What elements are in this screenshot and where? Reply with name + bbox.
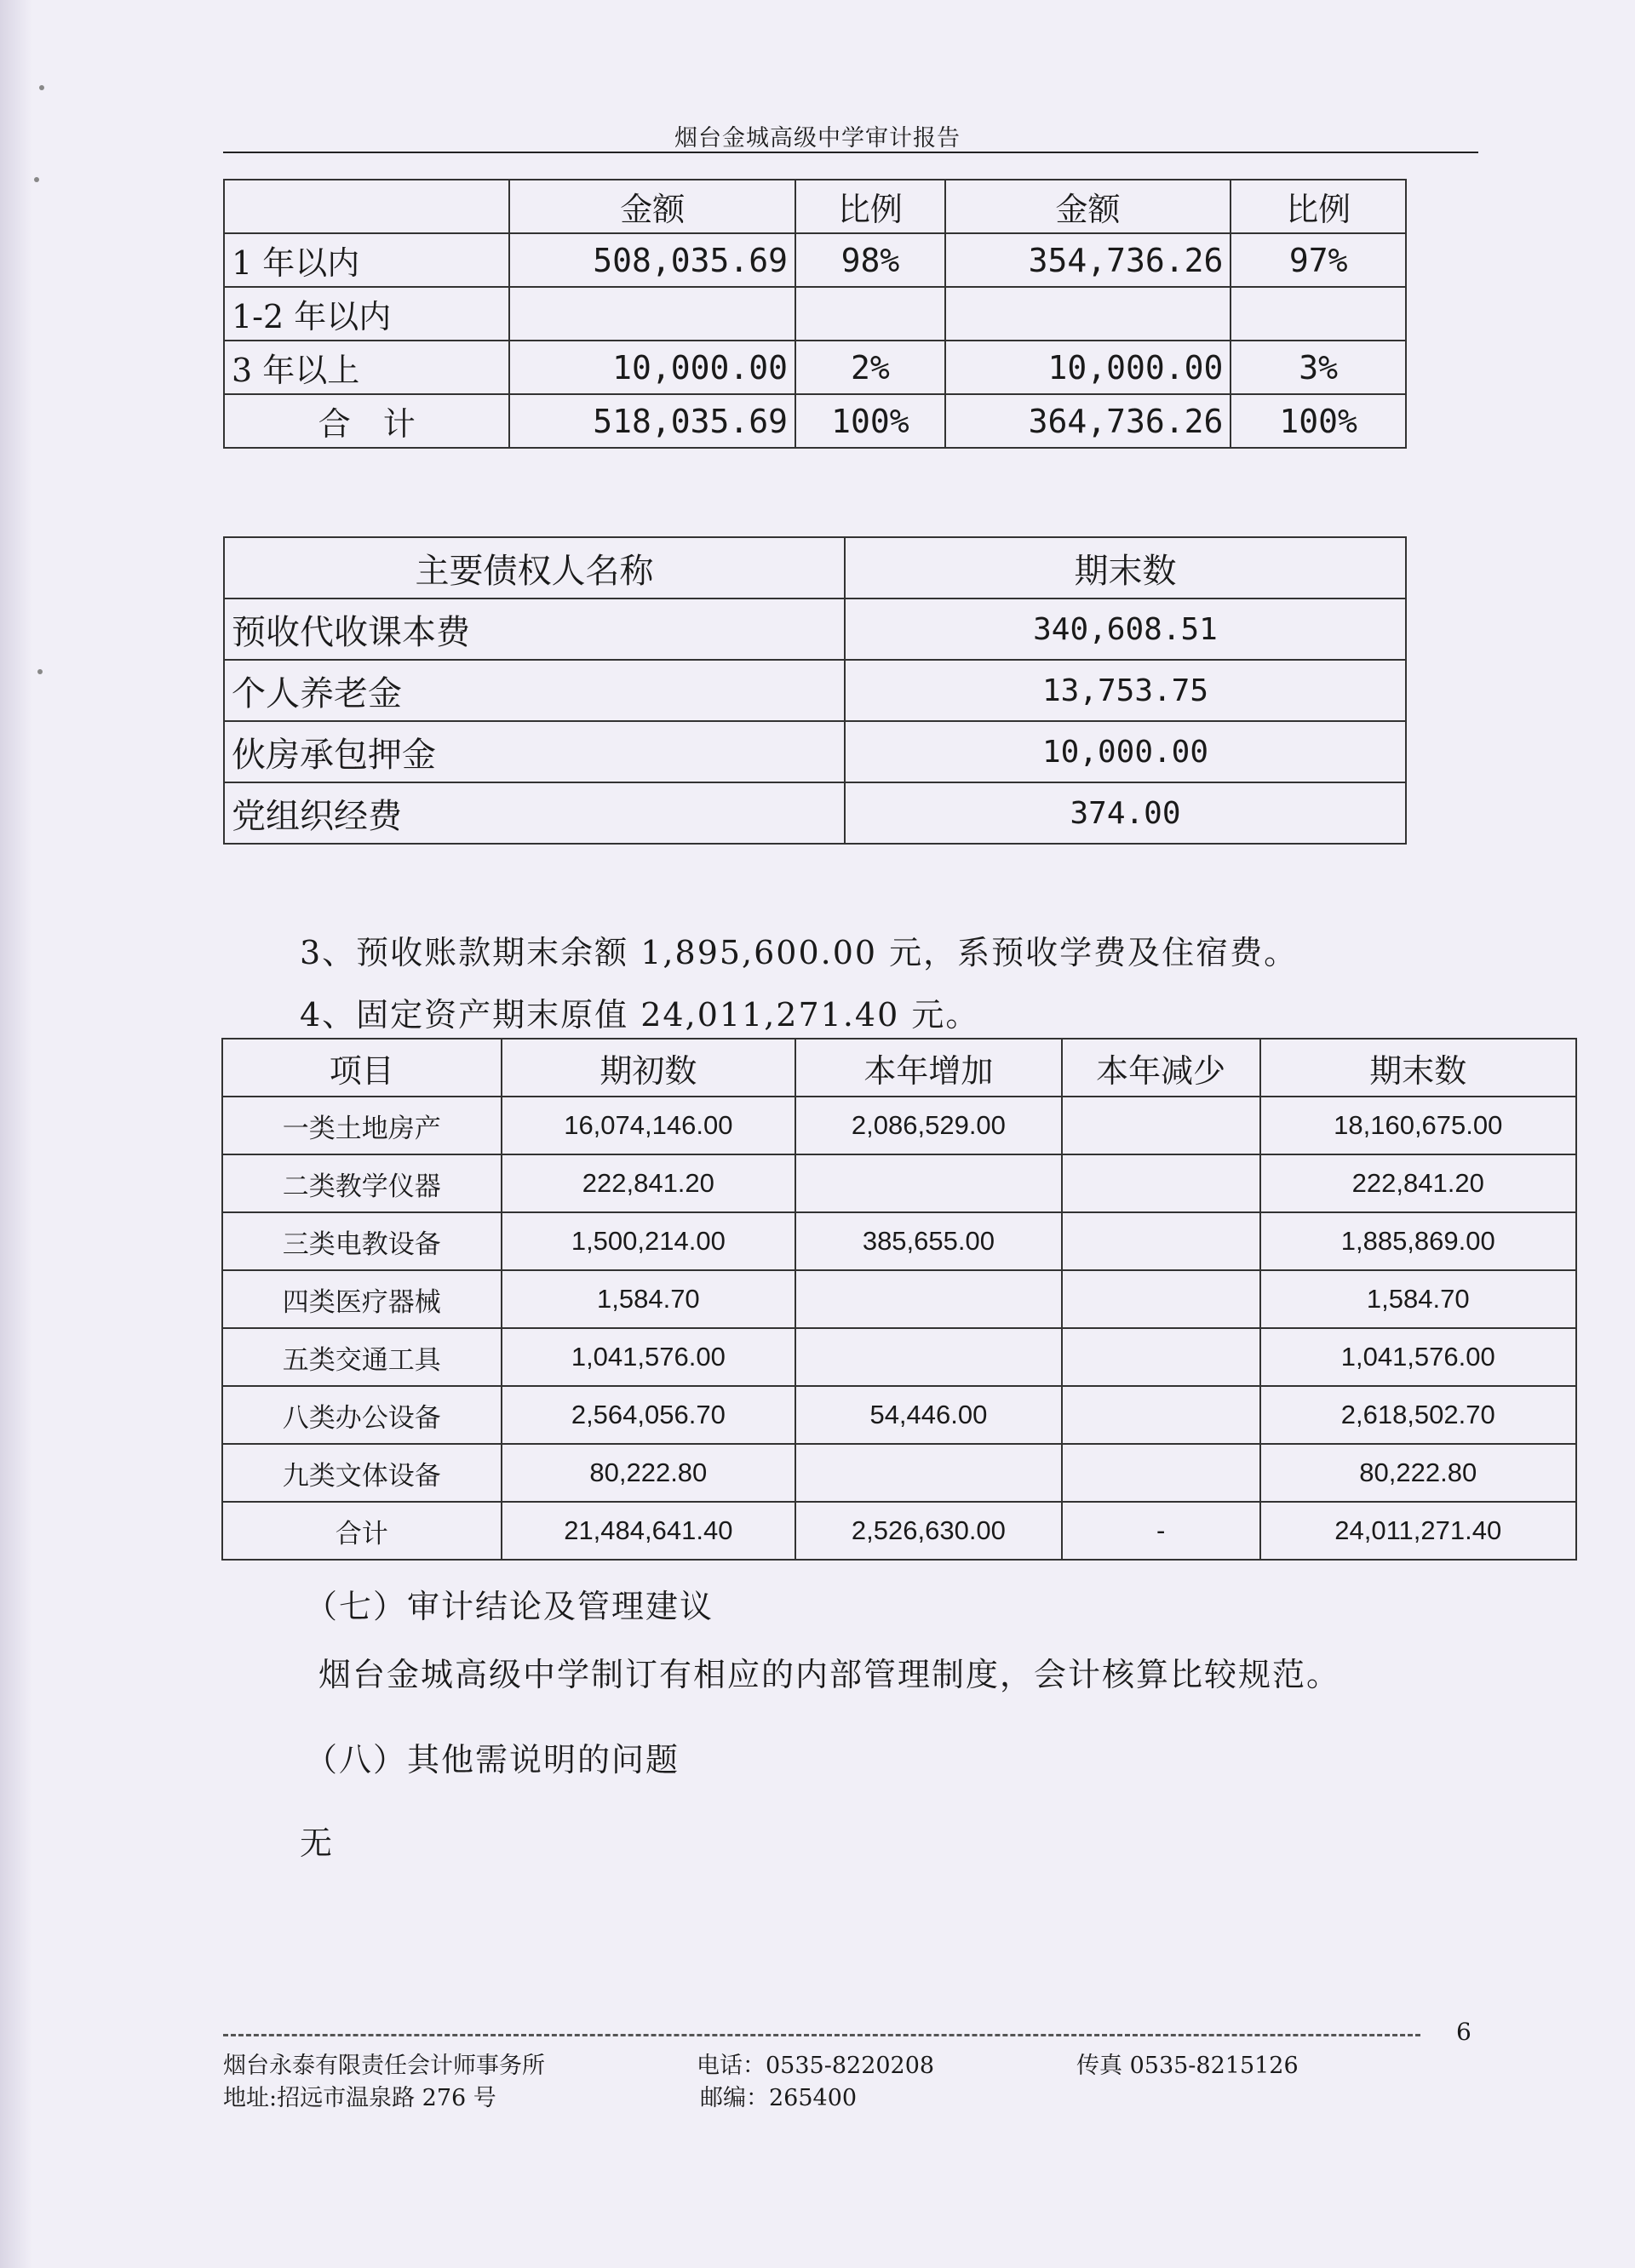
report-header-title: 烟台金城高级中学审计报告: [674, 125, 961, 152]
scan-speck: [37, 669, 43, 674]
table-cell: 16,074,146.00: [502, 1097, 796, 1154]
footer-address: 地址:招远市温泉路 276 号: [223, 2085, 496, 2111]
page-number: 6: [1456, 2018, 1472, 2046]
table-cell: [509, 287, 795, 341]
table-header-cell: 项目: [222, 1039, 502, 1097]
footer-postcode: 邮编：265400: [700, 2085, 858, 2111]
footer-firm-name: 烟台永泰有限责任会计师事务所: [223, 2053, 545, 2079]
paragraph-audit-conclusion: 烟台金城高级中学制订有相应的内部管理制度，会计核算比较规范。: [318, 1656, 1341, 1693]
table-cell: 1-2 年以内: [224, 287, 509, 341]
table-header-cell: 本年减少: [1062, 1039, 1260, 1097]
table-row: [224, 660, 1406, 721]
table-cell: 80,222.80: [502, 1444, 796, 1502]
table-cell: 2,564,056.70: [502, 1386, 796, 1444]
footer-phone: 电话：0535-8220208: [697, 2053, 935, 2079]
table-cell: 374.00: [845, 782, 1406, 844]
table-cell: 合计: [222, 1502, 502, 1560]
table-cell: [1062, 1212, 1260, 1270]
table-cell: [795, 1270, 1062, 1328]
paragraph-other-matters: 无: [300, 1824, 335, 1862]
scan-speck: [34, 177, 39, 182]
table-cell: 21,484,641.40: [502, 1502, 796, 1560]
table-cell: 2%: [795, 341, 945, 394]
paragraph-fixed-assets: 4、固定资产期末原值 24,011,271.40 元。: [300, 996, 980, 1034]
table-row: [222, 1328, 1576, 1386]
table-header-row: [224, 180, 1406, 233]
aging-table: [223, 179, 1407, 449]
table-cell: 100%: [1231, 394, 1406, 448]
fixed-assets-table: [221, 1038, 1577, 1561]
table-header-cell: 期初数: [502, 1039, 796, 1097]
table-header-cell: 比例: [1231, 180, 1406, 233]
table-cell: [795, 1444, 1062, 1502]
table-cell: 518,035.69: [509, 394, 795, 448]
table-row: [222, 1444, 1576, 1502]
table-header-cell: 金额: [509, 180, 795, 233]
table-header-cell: 主要债权人名称: [224, 537, 845, 598]
table-header-cell: 比例: [795, 180, 945, 233]
table-cell: 四类医疗器械: [222, 1270, 502, 1328]
table-cell: 3%: [1231, 341, 1406, 394]
table-cell: 1,584.70: [502, 1270, 796, 1328]
table-cell: 54,446.00: [795, 1386, 1062, 1444]
table-total-row: [222, 1502, 1576, 1560]
table-row: [222, 1154, 1576, 1212]
table-cell: 340,608.51: [845, 598, 1406, 660]
table-row: [224, 233, 1406, 287]
table-cell: 10,000.00: [509, 341, 795, 394]
table-cell: 预收代收课本费: [224, 598, 845, 660]
table-cell: 个人养老金: [224, 660, 845, 721]
table-cell: 354,736.26: [945, 233, 1231, 287]
table-cell: 2,526,630.00: [795, 1502, 1062, 1560]
table-cell: 100%: [795, 394, 945, 448]
table-cell: 18,160,675.00: [1260, 1097, 1577, 1154]
table-cell: [795, 287, 945, 341]
table-cell: [1231, 287, 1406, 341]
table-header-cell: [224, 180, 509, 233]
table-header-row: [222, 1039, 1576, 1097]
table-cell: [1062, 1328, 1260, 1386]
creditor-table: [223, 536, 1407, 845]
header-rule: [223, 152, 1478, 153]
section-heading-audit-conclusion: （七）审计结论及管理建议: [305, 1588, 714, 1625]
table-cell: [1062, 1154, 1260, 1212]
table-cell: 党组织经费: [224, 782, 845, 844]
table-row: [222, 1270, 1576, 1328]
footer-rule: [223, 2034, 1420, 2036]
paragraph-advance-receipts: 3、预收账款期末余额 1,895,600.00 元，系预收学费及住宿费。: [300, 934, 1299, 971]
page-edge-shadow: [0, 0, 32, 2268]
table-cell: [795, 1154, 1062, 1212]
table-header-cell: 本年增加: [795, 1039, 1062, 1097]
table-cell: 三类电教设备: [222, 1212, 502, 1270]
table-cell: 10,000.00: [845, 721, 1406, 782]
table-header-cell: 期末数: [1260, 1039, 1577, 1097]
table-row: [224, 341, 1406, 394]
table-cell: [1062, 1270, 1260, 1328]
table-row: [224, 782, 1406, 844]
table-header-row: [224, 537, 1406, 598]
table-row: [224, 721, 1406, 782]
scan-speck: [39, 85, 44, 90]
table-cell: 98%: [795, 233, 945, 287]
table-cell: 24,011,271.40: [1260, 1502, 1577, 1560]
table-cell: [1062, 1097, 1260, 1154]
table-row: [222, 1212, 1576, 1270]
table-cell: 1,041,576.00: [502, 1328, 796, 1386]
table-header-cell: 金额: [945, 180, 1231, 233]
table-total-row: [224, 394, 1406, 448]
table-cell: 2,086,529.00: [795, 1097, 1062, 1154]
table-cell: [1062, 1386, 1260, 1444]
table-cell: 222,841.20: [502, 1154, 796, 1212]
footer-fax: 传真 0535-8215126: [1076, 2053, 1299, 2079]
table-cell: 3 年以上: [224, 341, 509, 394]
table-cell: 508,035.69: [509, 233, 795, 287]
table-row: [224, 287, 1406, 341]
table-cell: 385,655.00: [795, 1212, 1062, 1270]
table-cell: 222,841.20: [1260, 1154, 1577, 1212]
table-cell: 八类办公设备: [222, 1386, 502, 1444]
table-cell: 一类土地房产: [222, 1097, 502, 1154]
table-cell: [1062, 1444, 1260, 1502]
table-cell: 13,753.75: [845, 660, 1406, 721]
table-row: [224, 598, 1406, 660]
table-cell: -: [1062, 1502, 1260, 1560]
table-cell: 10,000.00: [945, 341, 1231, 394]
table-cell: 二类教学仪器: [222, 1154, 502, 1212]
table-cell: 1,885,869.00: [1260, 1212, 1577, 1270]
table-cell: 1,041,576.00: [1260, 1328, 1577, 1386]
table-cell: [945, 287, 1231, 341]
table-cell: 五类交通工具: [222, 1328, 502, 1386]
table-cell: 1,500,214.00: [502, 1212, 796, 1270]
table-cell: 1,584.70: [1260, 1270, 1577, 1328]
table-cell: 伙房承包押金: [224, 721, 845, 782]
table-header-cell: 期末数: [845, 537, 1406, 598]
table-cell: 合 计: [224, 394, 509, 448]
table-cell: 80,222.80: [1260, 1444, 1577, 1502]
section-heading-other-matters: （八）其他需说明的问题: [305, 1741, 680, 1778]
table-cell: 九类文体设备: [222, 1444, 502, 1502]
table-row: [222, 1386, 1576, 1444]
table-cell: [795, 1328, 1062, 1386]
table-cell: 364,736.26: [945, 394, 1231, 448]
table-row: [222, 1097, 1576, 1154]
table-cell: 97%: [1231, 233, 1406, 287]
table-cell: 1 年以内: [224, 233, 509, 287]
table-cell: 2,618,502.70: [1260, 1386, 1577, 1444]
